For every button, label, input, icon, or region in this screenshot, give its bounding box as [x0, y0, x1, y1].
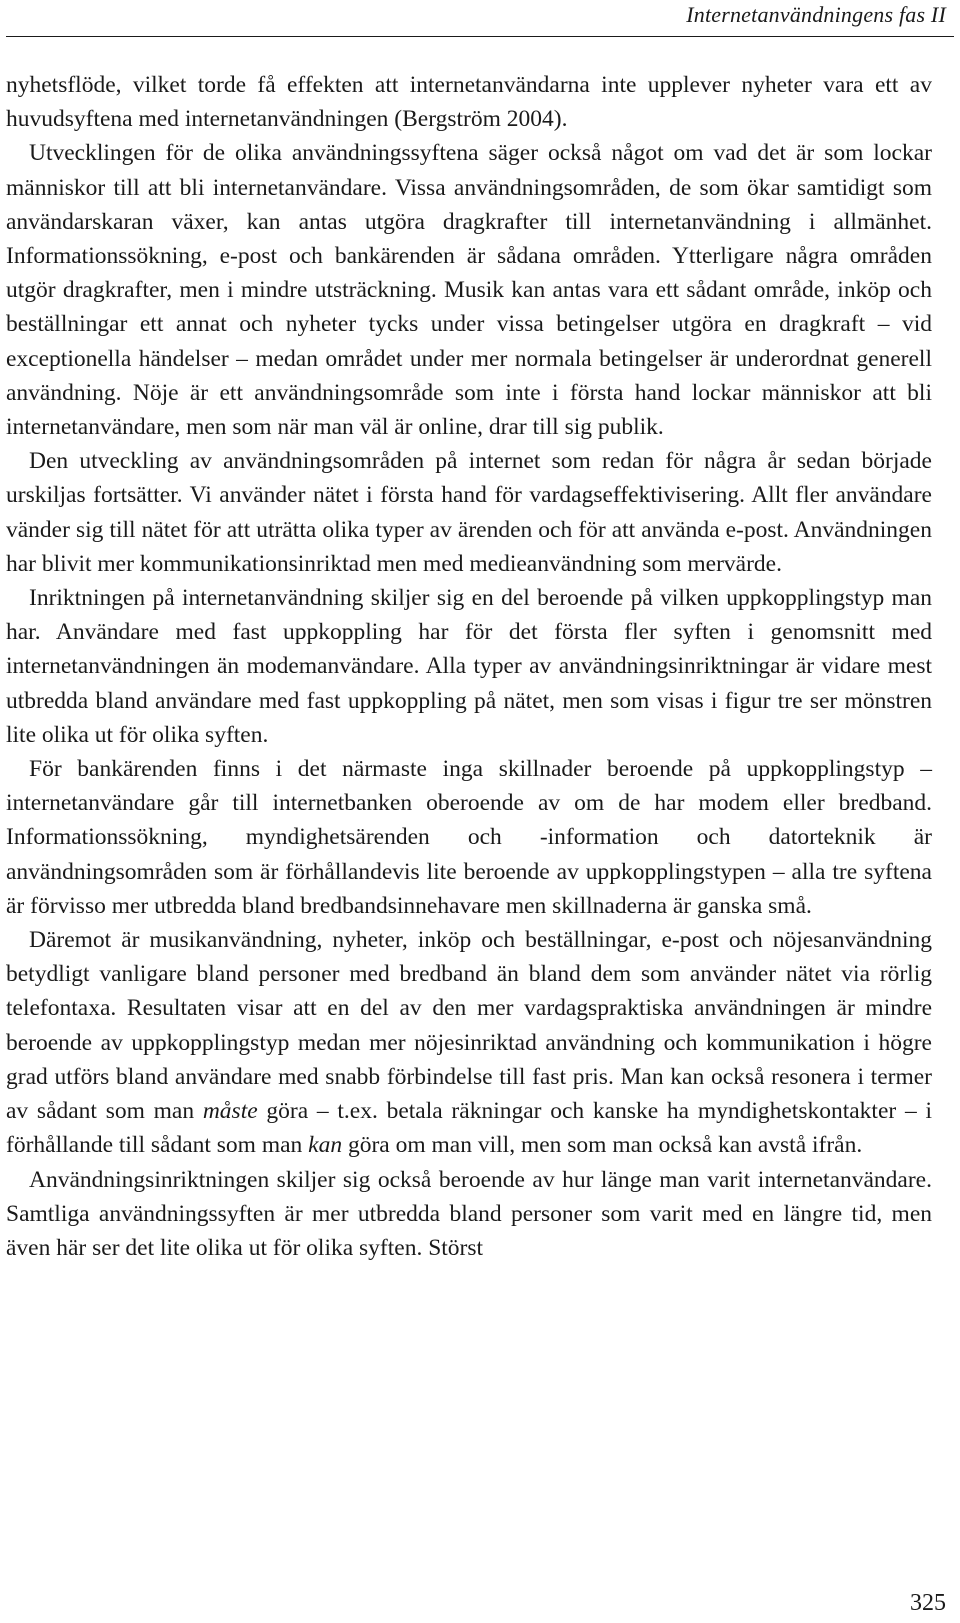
paragraph	[6, 68, 932, 136]
paragraph	[6, 444, 932, 581]
page-number: 325	[910, 1590, 946, 1616]
paragraph	[6, 1163, 932, 1266]
text-run: Däremot är musikanvändning, nyheter, inköp och beställningar, e-post och nöjesanvändning betydligt vanligare bland personer med bredband än bland dem som använder nätet via rörlig telefontaxa. Resultaten visar att en del av den mer vardagspraktiska användningen är mindre beroende av uppkopplingstyp medan mer nöjesinriktad användning och kommunikation i högre grad utförs bland användare med snabb förbindelse till fast pris. Man kan också resonera i termer av sådant som man	[6, 927, 932, 1125]
text-run: För bankärenden finns i det närmaste inga skillnader beroende på uppkopplingstyp – internetanvändare går till internetbanken oberoende av om de har modem eller bredband. Informationssökning, myndighetsärenden och -information och datorteknik är användningsområden som är förhållandevis lite beroende av uppkopplingstypen – alla tre syftena är förvisso mer utbredda bland bredbandsinnehavare men skillnaderna är ganska små.	[6, 756, 932, 919]
text-run: göra – t.ex. betala räkningar och kanske ha myndighetskontakter – i förhållande till sådant som man	[6, 1098, 932, 1159]
emphasis-text: måste	[202, 1098, 258, 1125]
emphasis-text: kan	[308, 1132, 343, 1159]
paragraph	[6, 581, 932, 752]
header-rule	[6, 36, 954, 37]
paragraph	[6, 752, 932, 923]
running-title: Internetanvändningens fas II	[686, 2, 946, 27]
text-run: nyhetsflöde, vilket torde få effekten att internetanvändarna inte upplever nyheter vara ett av huvudsyftena med internetanvändningen (Bergström 2004).	[6, 72, 932, 133]
text-run: Utvecklingen för de olika användningssyftena säger också något om vad det är som lockar människor till att bli internetanvändare. Vissa användningsområden, de som ökar samtidigt som användarskaran växer, kan antas utgöra dragkrafter till internetanvändning i allmänhet. Informationssökning, e-post och bankärenden är sådana områden. Ytterligare några områden utgör dragkrafter, men i mindre utsträckning. Musik kan antas vara ett sådant område, inköp och beställningar ett annat och nyheter tycks under vissa betingelser utgöra en dragkraft – vid exceptionella händelser – medan området under mer normala betingelser är underordnat generell användning. Nöje är ett användningsområde som inte i första hand lockar människor att bli internetanvändare, men som när man väl är online, drar till sig publik.	[6, 140, 932, 441]
text-run: Inriktningen på internetanvändning skiljer sig en del beroende på vilken uppkopplingstyp man har. Användare med fast uppkoppling har för det första fler syften i genomsnitt med internetanvändningen än modemanvändare. Alla typer av användningsinriktningar är vidare mest utbredda bland användare med fast uppkoppling på nätet, men som visas i figur tre ser mönstren lite olika ut för olika syften.	[6, 585, 932, 748]
text-run: Den utveckling av användningsområden på internet som redan för några år sedan började urskiljas fortsätter. Vi använder nätet i första hand för vardagseffektivisering. Allt fler användare vänder sig till nätet för att uträtta olika typer av ärenden och för att använda e-post. Användningen har blivit mer kommunikationsinriktad men med medieanvändning som mervärde.	[6, 448, 932, 577]
body-text	[6, 68, 932, 1265]
text-run: göra om man vill, men som man också kan avstå ifrån.	[342, 1132, 863, 1159]
text-run: Användningsinriktningen skiljer sig också beroende av hur länge man varit internetanvändare. Samtliga användningssyften är mer utbredda bland personer som varit med en längre tid, men även här ser det lite olika ut för olika syften. Störst	[6, 1166, 932, 1261]
paragraph	[6, 923, 932, 1162]
paragraph	[6, 136, 932, 444]
